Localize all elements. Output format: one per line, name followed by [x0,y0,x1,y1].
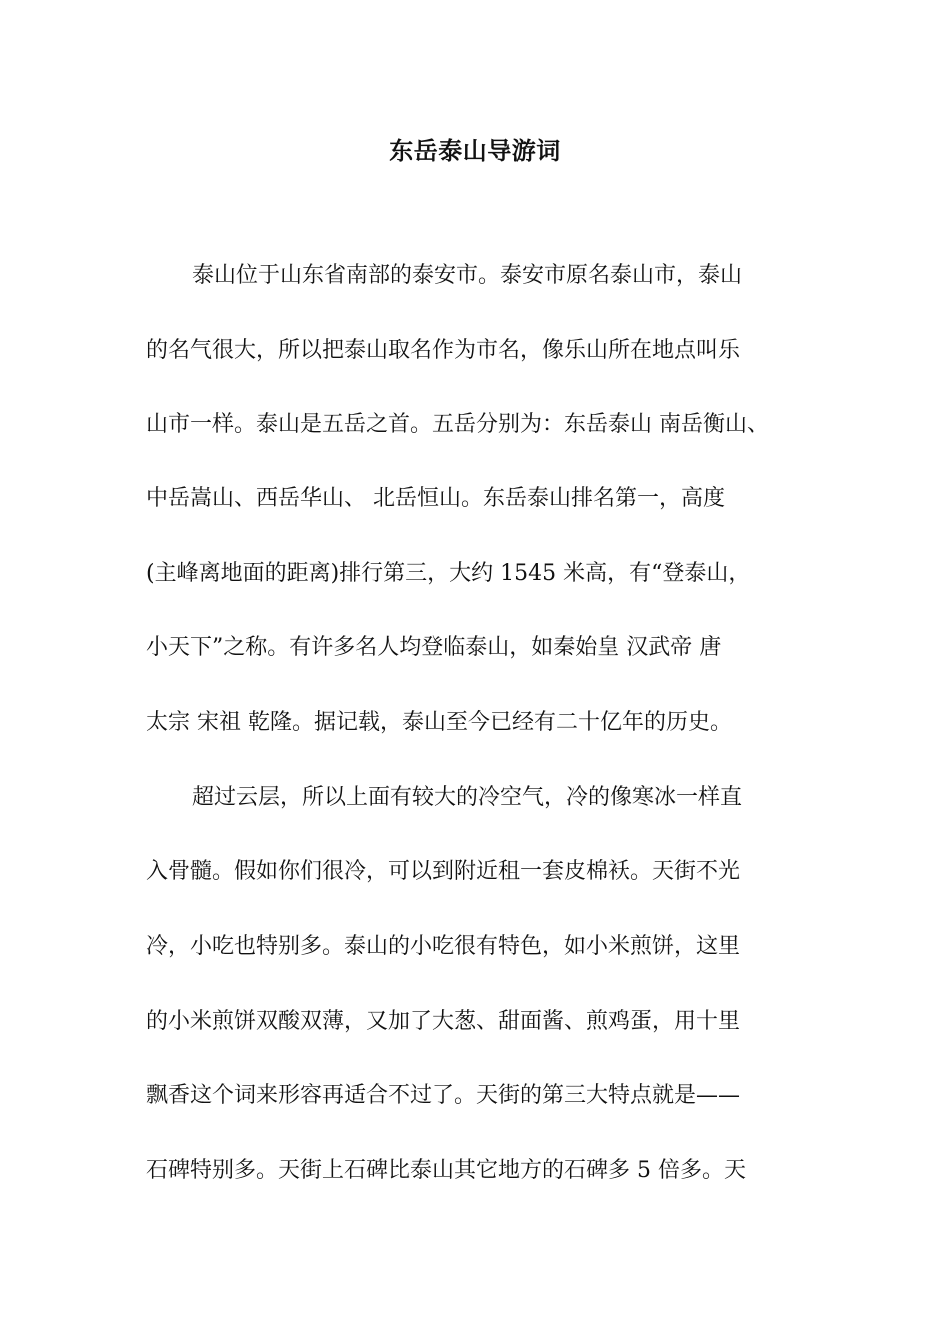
paragraph-line: 的名气很大，所以把泰山取名作为市名，像乐山所在地点叫乐 [146,338,741,363]
paragraph-line: 的小米煎饼双酸双薄，又加了大葱、甜面酱、煎鸡蛋，用十里 [146,1009,741,1034]
paragraph-line: 超过云层，所以上面有较大的冷空气，冷的像寒冰一样直 [192,785,743,810]
paragraph-line: 入骨髓。假如你们很冷，可以到附近租一套皮棉袄。天街不光 [146,859,741,884]
paragraph-line: 冷，小吃也特别多。泰山的小吃很有特色，如小米煎饼，这里 [146,934,741,959]
paragraph-line: 山市一样。泰山是五岳之首。五岳分别为：东岳泰山 南岳衡山、 [146,412,769,437]
paragraph-line: 石碑特别多。天街上石碑比泰山其它地方的石碑多 5 倍多。天 [146,1158,746,1183]
paragraph-line: 太宗 宋祖 乾隆。据记载，泰山至今已经有二十亿年的历史。 [146,710,732,735]
paragraph-line: (主峰离地面的距离)排行第三，大约 1545 米高，有“登泰山， [146,561,751,586]
paragraph-line: 泰山位于山东省南部的泰安市。泰安市原名泰山市，泰山 [192,263,743,288]
paragraph-line: 中岳嵩山、西岳华山、 北岳恒山。东岳泰山排名第一，高度 [146,486,725,511]
paragraph-line: 飘香这个词来形容再适合不过了。天街的第三大特点就是—— [146,1083,741,1108]
paragraph-line: 小天下”之称。有许多名人均登临泰山，如秦始皇 汉武帝 唐 [146,635,722,660]
document-title: 东岳泰山导游词 [389,137,561,165]
